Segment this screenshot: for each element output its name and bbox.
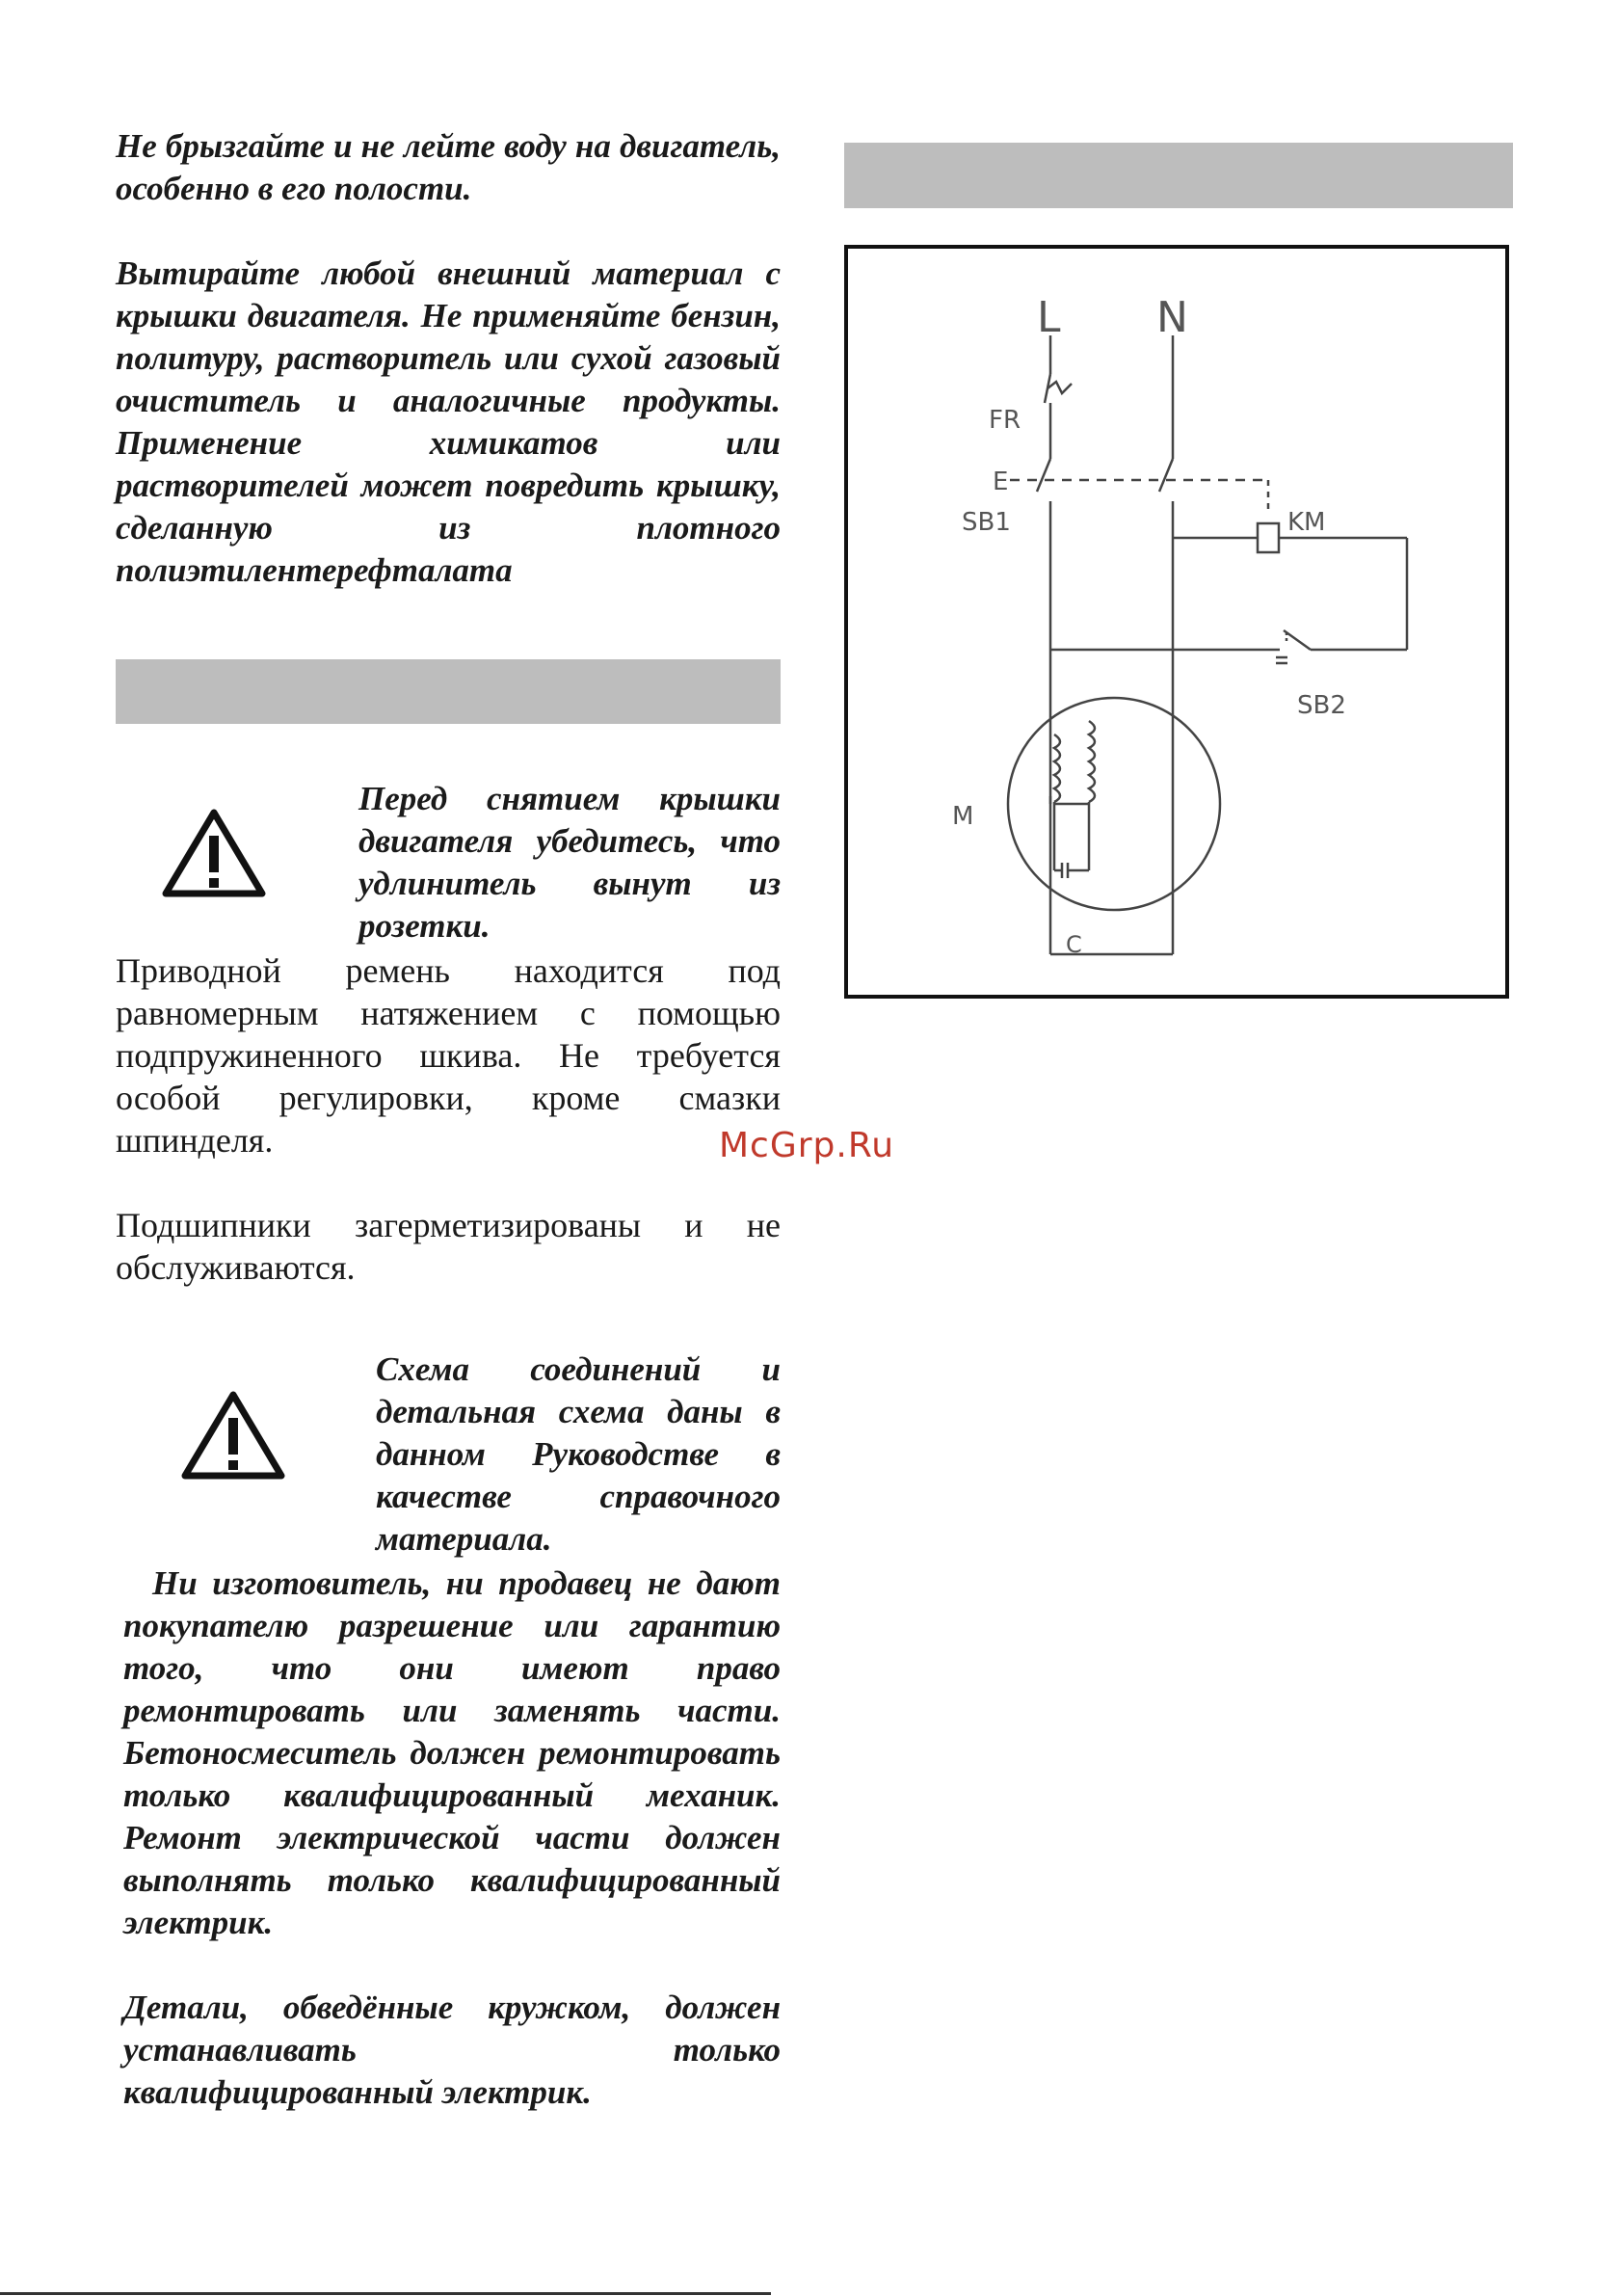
watermark-text: McGrp.Ru: [719, 1126, 895, 1165]
wiring-diagram-svg: [848, 249, 1505, 995]
bearings-text: Подшипники загерметизированы и не обслуживаются.: [116, 1206, 781, 1287]
wiring-diagram: [844, 245, 1509, 999]
section-header-bar: [116, 659, 781, 724]
repair-disclaimer-text: Ни изготовитель, ни продавец не дают покупателю разрешение или гарантию того, что они имеют право ремонтировать или заменять части. Бетоносмеситель должен ремонтировать только квалифицированный механик. Ремонт электрической части должен выполнять только квалифицированный электрик.: [123, 1564, 781, 1941]
label-sb1: SB1: [962, 508, 1011, 537]
label-fr: FR: [989, 406, 1021, 435]
cleaning-instructions-text: Вытирайте любой внешний материал с крышки двигателя. Не применяйте бензин, политуру, растворитель или сухой газовый очиститель и аналогичные продукты. Применение химикатов или растворителей может повредить крышку, сделанную из плотного полиэтилентерефталата: [116, 254, 781, 589]
unplug-warning-text: Перед снятием крышки двигателя убедитесь, что удлинитель вынут из розетки.: [358, 780, 781, 945]
label-m: M: [952, 802, 974, 831]
label-km: KM: [1287, 508, 1326, 537]
warning-block-2: [116, 1348, 781, 1562]
warning-block-1: [116, 778, 781, 949]
label-l: L: [1037, 293, 1061, 342]
belt-tension-text: Приводной ремень находится под равномерным натяжением с помощью подпружиненного шкива. Не требуется особой регулировки, кроме смазки шпинделя.: [116, 951, 781, 1160]
left-column: [116, 125, 781, 2114]
right-column: [844, 143, 1513, 208]
label-sb2: SB2: [1297, 691, 1346, 720]
warning-triangle-icon: [181, 1389, 285, 1486]
label-e: E: [993, 467, 1009, 496]
diagram-header-bar: [844, 143, 1513, 208]
footer-divider: [0, 2292, 771, 2295]
schematic-reference-text: Схема соединений и детальная схема даны в данном Руководстве в качестве справочного материала.: [376, 1350, 781, 1558]
water-warning-text: Не брызгайте и не лейте воду на двигатель, особенно в его полости.: [116, 127, 781, 207]
electrician-notice-text: Детали, обведённые кружком, должен устанавливать только квалифицированный электрик.: [123, 1989, 781, 2111]
label-c: C: [1066, 931, 1082, 958]
warning-triangle-icon: [162, 807, 266, 904]
label-n: N: [1156, 293, 1188, 342]
